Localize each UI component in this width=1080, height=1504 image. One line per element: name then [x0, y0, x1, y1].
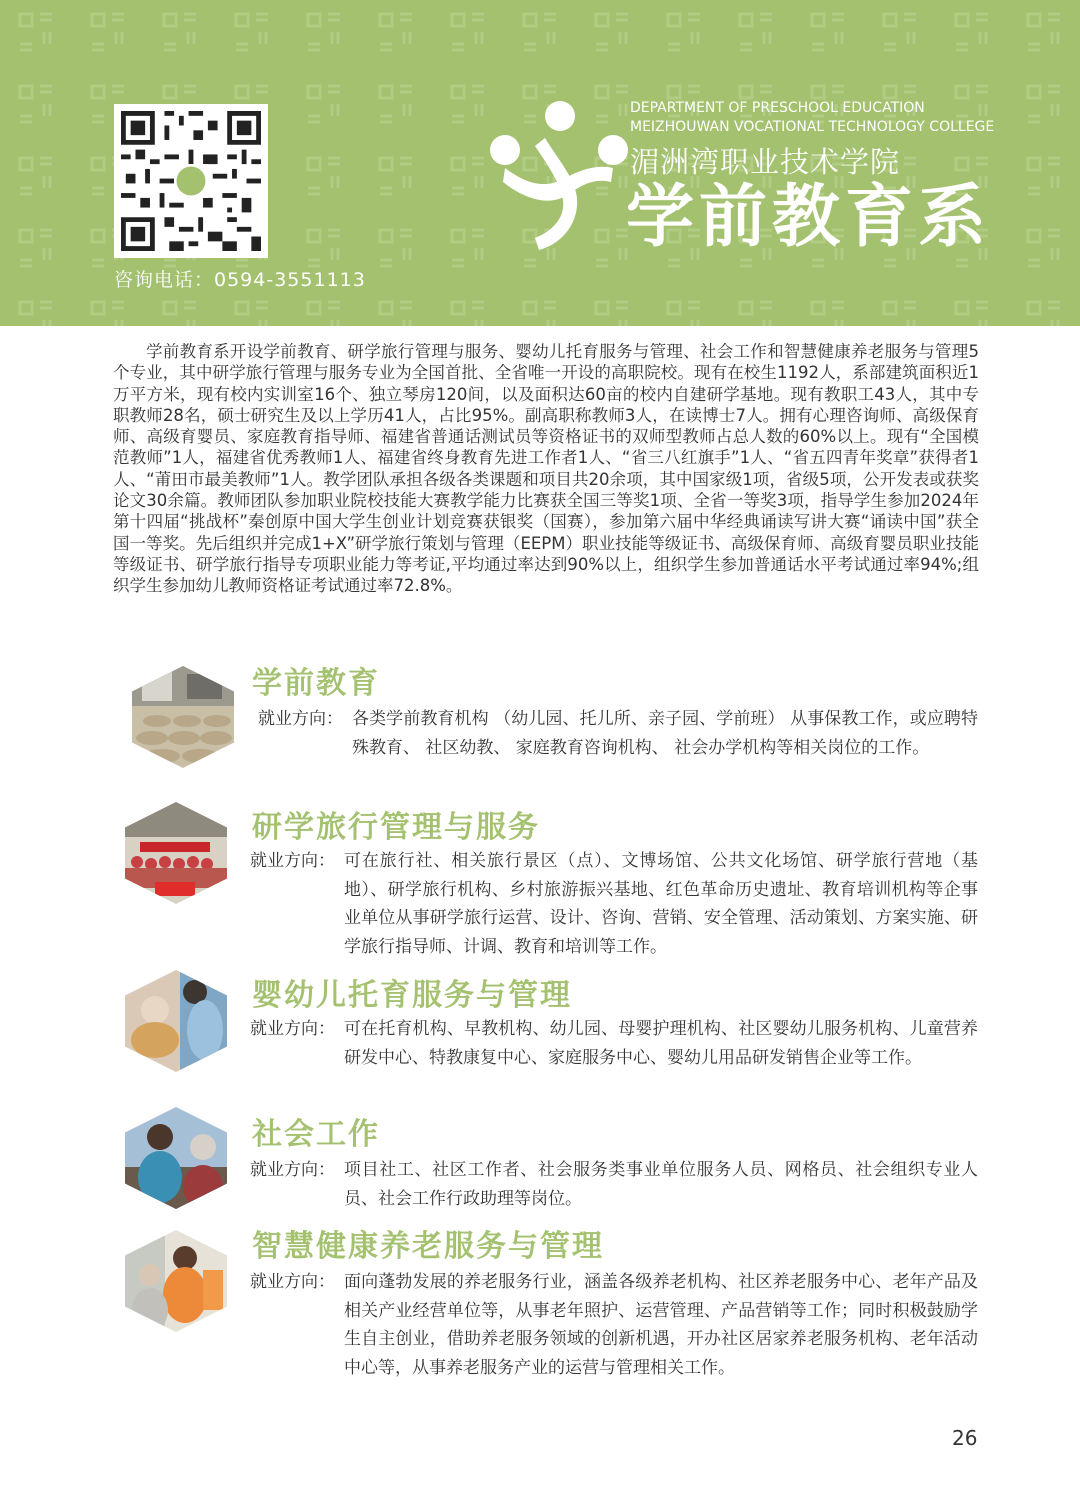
intro-paragraph: 学前教育系开设学前教育、研学旅行管理与服务、婴幼儿托育服务与管理、社会工作和智慧健康养老服务与管理5个专业，其中研学旅行管理与服务专业为全国首批、全省唯一开设的高职院校。现有在校生1192人，系部建筑面积近1万平方米，现有校内实训室16个、独立琴房120间，以及面积达60亩的校内自建研学基地。现有教职工43人，其中专职教师28名，硕士研究生及以上学历41人，占比95%。副高职称教师3人，在读博士7人。拥有心理咨询师、高级保育师、高级育婴员、家庭教育指导师、福建省普通话测试员等资格证书的双师型教师占总人数的60%以上。现有“全国模范教师”1人，福建省优秀教师1人、福建省终身教育先进工作者1人、“省三八红旗手”1人、“省五四青年奖章”获得者1人、“莆田市最美教师”1人。教学团队承担各级各类课题和项目共20余项，其中国家级1项，省级5项，公开发表或获奖论文30余篇。教师团队参加职业院校技能大赛教学能力比赛获全国三等奖1项、全省一等奖3项，指导学生参加2024年第十四届“挑战杯”秦创原中国大学生创业计划竞赛获银奖（国赛），参加第六届中华经典诵读写讲大赛“诵读中国”获全国一等奖。先后组织并完成1+X”研学旅行策划与管理（EEPM）职业技能等级证书、高级保育师、高级育婴员职业技能等级证书、研学旅行指导专项职业能力等考证,平均通过率达到90%以上，组织学生参加普通话水平考试通过率94%;组织学生参加幼儿教师资格证考试通过率72.8%。 — [113, 342, 979, 596]
qr-code[interactable] — [114, 104, 268, 258]
job-label: 就业方向： — [250, 1019, 335, 1039]
department-intro — [113, 341, 979, 597]
job-label: 就业方向： — [250, 1272, 335, 1292]
job-text: 可在托育机构、早教机构、幼儿园、母婴护理机构、社区婴幼儿服务机构、儿童营养研发中心、特教康复中心、家庭服务中心、婴幼儿用品研发销售企业等工作。 — [344, 1019, 978, 1068]
dept-en-line1: DEPARTMENT OF PRESCHOOL EDUCATION — [630, 100, 925, 116]
job-label: 就业方向： — [250, 1160, 335, 1180]
department-english-name — [630, 99, 994, 137]
job-label: 就业方向： — [258, 709, 343, 729]
job-text: 各类学前教育机构 （幼儿园、托儿所、亲子园、学前班） 从事保教工作，或应聘特殊教育、 社区幼教、 家庭教育咨询机构、 社会办学机构等相关岗位的工作。 — [352, 709, 978, 758]
major-title: 婴幼儿托育服务与管理 — [252, 978, 572, 1013]
page-number: 26 — [952, 1426, 978, 1450]
phone-number: 咨询电话：0594-3551113 — [114, 269, 366, 291]
major-title: 智慧健康养老服务与管理 — [252, 1229, 604, 1264]
job-text: 可在旅行社、相关旅行景区（点）、文博场馆、公共文化场馆、研学旅行营地（基地）、研学旅行机构、乡村旅游振兴基地、红色革命历史遗址、教育培训机构等企事业单位从事研学旅行运营、设计、咨询、营销、安全管理、活动策划、方案实施、研学旅行指导师、计调、教育和培训等工作。 — [344, 851, 978, 957]
elderly-care-photo — [125, 1230, 227, 1332]
major-title: 研学旅行管理与服务 — [252, 810, 540, 845]
page-header — [0, 0, 1080, 326]
job-text: 项目社工、社区工作者、社会服务类事业单位服务人员、网格员、社会组织专业人员、社会工作行政助理等岗位。 — [344, 1160, 978, 1209]
childcare-photo — [125, 970, 227, 1072]
job-label: 就业方向： — [250, 851, 335, 871]
dept-en-line2: MEIZHOUWAN VOCATIONAL TECHNOLOGY COLLEGE — [630, 119, 995, 135]
qr-code-icon — [121, 111, 261, 251]
major-title: 社会工作 — [252, 1117, 380, 1152]
job-text: 面向蓬勃发展的养老服务行业，涵盖各级养老机构、社区养老服务中心、老年产品及相关产业经营单位等，从事老年照护、运营管理、产品营销等工作；同时积极鼓励学生自主创业，借助养老服务领域的创新机遇，开办社区居家养老服务机构、老年活动中心等，从事养老服务产业的运营与管理相关工作。 — [344, 1272, 978, 1378]
major-title: 学前教育 — [252, 666, 380, 701]
group-photo — [125, 802, 227, 904]
department-logo-icon — [485, 98, 635, 258]
department-title: 学前教育系 — [626, 178, 992, 257]
social-work-photo — [125, 1107, 227, 1209]
classroom-photo — [132, 666, 234, 768]
college-name: 湄洲湾职业技术学院 — [630, 145, 901, 179]
